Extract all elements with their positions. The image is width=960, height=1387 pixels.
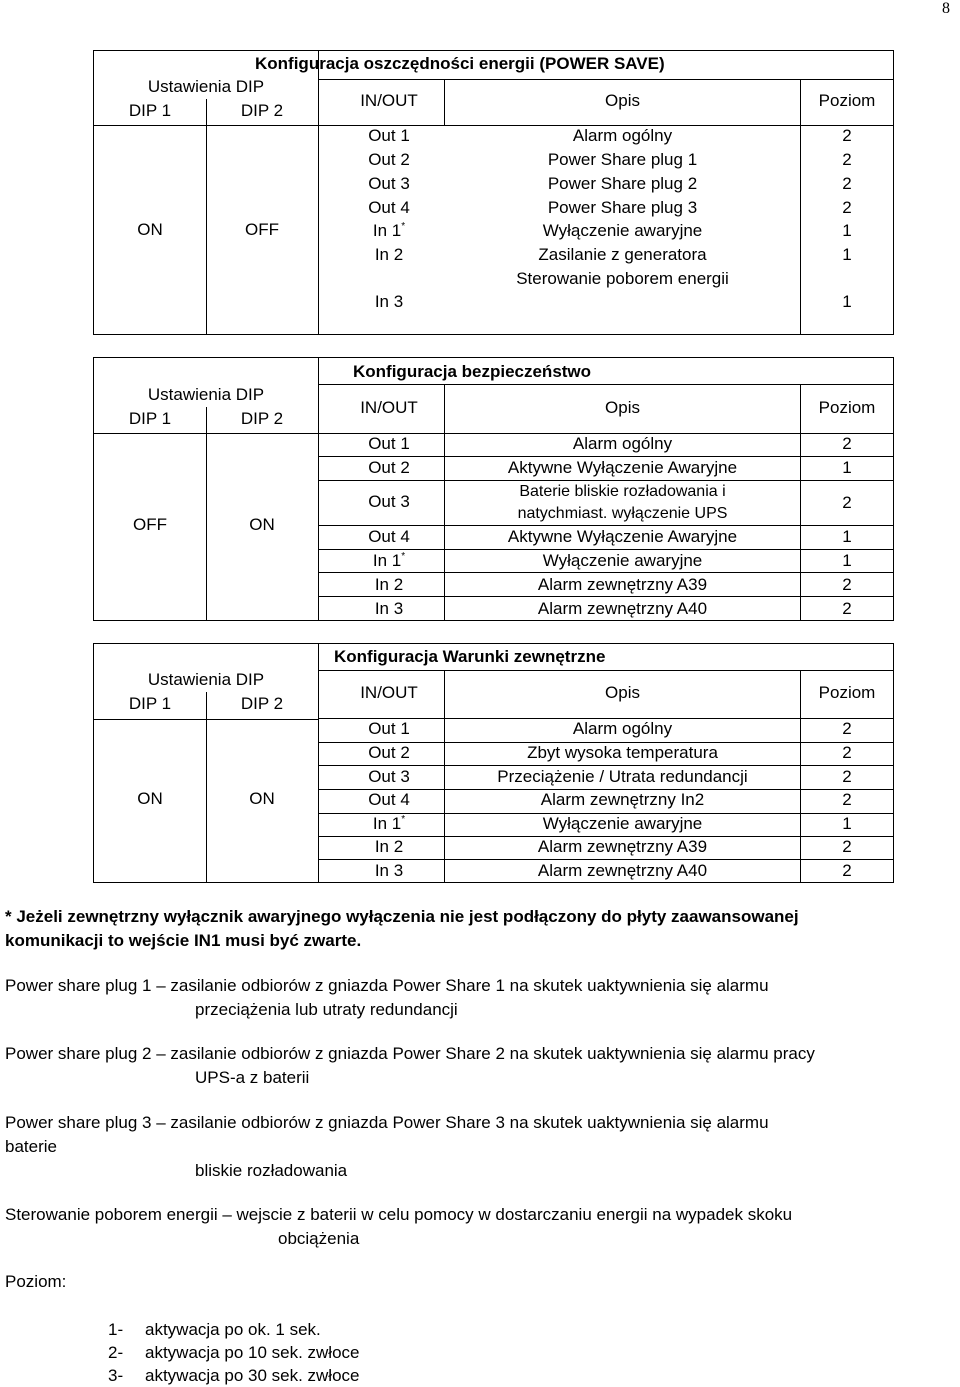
table-row-io: In 3 — [374, 599, 404, 618]
footnote-line: * Jeżeli zewnętrzny wyłącznik awaryjnego wyłączenia nie jest podłączony do płyty zaawansowanej — [5, 907, 799, 926]
definition-power-draw — [5, 1203, 945, 1251]
table-row-opis: Power Share plug 2 — [547, 174, 698, 193]
definition-line: Power share plug 1 – zasilanie odbiorów z gniazda Power Share 1 na skutek uaktywnienia się alarmu — [5, 976, 769, 995]
list-item — [108, 1364, 360, 1387]
table-row-opis: Zbyt wysoka temperatura — [527, 743, 718, 762]
table-row-poziom: 1 — [842, 458, 852, 477]
table-row-poziom: 2 — [842, 174, 852, 193]
table-row-io: Out 2 — [368, 150, 410, 169]
table-row-opis: Wyłączenie awaryjne — [542, 551, 703, 570]
footnote-marker: * — [401, 221, 406, 232]
table-row-opis: Alarm zewnętrzny A40 — [537, 861, 708, 880]
list-item — [108, 1341, 360, 1364]
dip2-value: OFF — [245, 220, 279, 239]
table-title: Konfiguracja bezpieczeństwo — [353, 362, 592, 381]
table-row-io: Out 4 — [368, 790, 410, 809]
definition-line: UPS-a z baterii — [195, 1068, 310, 1087]
dip2-label: DIP 2 — [240, 101, 284, 120]
table-row-opis: Alarm ogólny — [572, 434, 673, 453]
table-row-poziom: 2 — [842, 198, 852, 217]
table-row-poziom: 2 — [842, 837, 852, 856]
table-row-io: Out 4 — [368, 198, 410, 217]
page-number: 8 — [942, 0, 950, 17]
table-row-poziom: 2 — [842, 575, 852, 594]
table-row-opis: Alarm zewnętrzny A39 — [537, 575, 708, 594]
column-header-opis: Opis — [605, 91, 640, 110]
definition-plug-2 — [5, 1042, 945, 1090]
table-row-poziom: 2 — [842, 150, 852, 169]
table-row-opis: Wyłączenie awaryjne — [542, 221, 703, 240]
table-row-io: In 2 — [374, 245, 404, 264]
table-row-io: In 3 — [374, 292, 404, 311]
definition-plug-1 — [5, 974, 945, 1022]
table-row-opis: Alarm zewnętrzny A39 — [537, 837, 708, 856]
table-power-save — [93, 50, 894, 335]
table-row-io: In 3 — [374, 861, 404, 880]
list-item-text: aktywacja po 10 sek. zwłoce — [145, 1343, 360, 1362]
table-external-conditions — [93, 643, 894, 883]
definition-line: Sterowanie poborem energii – wejscie z baterii w celu pomocy w dostarczaniu energii na wypadek skoku — [5, 1205, 793, 1224]
table-row-poziom: 2 — [842, 599, 852, 618]
column-header-opis: Opis — [605, 683, 640, 702]
definition-line: Power share plug 2 – zasilanie odbiorów z gniazda Power Share 2 na skutek uaktywnienia się alarmu pracy — [5, 1044, 815, 1063]
table-row-opis: Alarm zewnętrzny A40 — [537, 599, 708, 618]
definition-line: przeciążenia lub utraty redundancji — [195, 1000, 458, 1019]
dip1-label: DIP 1 — [128, 694, 172, 713]
dip1-value: ON — [137, 220, 163, 239]
table-row-poziom: 1 — [842, 292, 852, 311]
dip-settings-label: Ustawienia DIP — [147, 385, 265, 404]
table-row-io: Out 1 — [368, 719, 410, 738]
list-item-number: 3- — [108, 1366, 124, 1385]
table-row-io: Out 3 — [368, 767, 410, 786]
table-row-io — [334, 221, 444, 241]
table-row-io: Out 1 — [368, 434, 410, 453]
io-label: In 1 — [372, 551, 402, 570]
table-row-opis: Aktywne Wyłączenie Awaryjne — [507, 527, 738, 546]
list-item-text: aktywacja po 30 sek. zwłoce — [145, 1366, 360, 1385]
table-row-io: Out 2 — [368, 743, 410, 762]
dip-settings-column — [94, 644, 319, 882]
definition-line: obciążenia — [278, 1229, 360, 1248]
io-label: In 1 — [372, 221, 402, 240]
table-row-opis: Wyłączenie awaryjne — [542, 814, 703, 833]
table-row-poziom: 1 — [842, 527, 852, 546]
footnote-line: komunikacji to wejście IN1 musi być zwarte. — [5, 931, 362, 950]
table-row-opis: Alarm zewnętrzny In2 — [540, 790, 705, 809]
table-row-opis-cont: natychmiast. wyłączenie UPS — [517, 505, 728, 522]
table-row-poziom: 2 — [842, 493, 852, 512]
footnote-marker: * — [401, 814, 406, 825]
table-row-poziom: 1 — [842, 551, 852, 570]
definition-line: Power share plug 3 – zasilanie odbiorów z gniazda Power Share 3 na skutek uaktywnienia się alarmu — [5, 1113, 769, 1132]
table-row-io: Out 2 — [368, 458, 410, 477]
column-header-poziom: Poziom — [818, 91, 876, 110]
dip-settings-label: Ustawienia DIP — [147, 77, 265, 96]
table-row-poziom: 1 — [842, 245, 852, 264]
table-title: Konfiguracja oszczędności energii (POWER SAVE) — [255, 54, 665, 73]
table-row-io: Out 3 — [368, 174, 410, 193]
column-header-poziom: Poziom — [818, 683, 876, 702]
table-row-poziom: 2 — [842, 126, 852, 145]
column-header-poziom: Poziom — [818, 398, 876, 417]
column-header-io: IN/OUT — [360, 683, 418, 702]
dip2-label: DIP 2 — [240, 694, 284, 713]
table-row-opis: Aktywne Wyłączenie Awaryjne — [507, 458, 738, 477]
table-row-io — [334, 551, 444, 571]
dip2-value: ON — [249, 515, 275, 534]
column-header-io: IN/OUT — [360, 91, 418, 110]
list-item-number: 1- — [108, 1320, 124, 1339]
definition-line: bliskie rozładowania — [195, 1161, 348, 1180]
definition-plug-3 — [5, 1111, 945, 1183]
column-header-opis: Opis — [605, 398, 640, 417]
table-row-opis: Power Share plug 1 — [547, 150, 698, 169]
table-row-io: In 2 — [374, 837, 404, 856]
table-row-io: Out 3 — [368, 492, 410, 511]
dip2-value: ON — [249, 789, 275, 808]
table-row-io — [334, 814, 444, 834]
table-row-opis: Alarm ogólny — [572, 719, 673, 738]
table-row-poziom: 2 — [842, 719, 852, 738]
dip1-value: ON — [137, 789, 163, 808]
table-row-io: Out 4 — [368, 527, 410, 546]
table-row-opis: Alarm ogólny — [572, 126, 673, 145]
table-row-poziom: 2 — [842, 434, 852, 453]
dip-settings-column — [94, 51, 319, 334]
column-header-io: IN/OUT — [360, 398, 418, 417]
footnote — [5, 905, 935, 953]
table-row-poziom: 2 — [842, 790, 852, 809]
dip1-label: DIP 1 — [128, 409, 172, 428]
table-row-poziom: 1 — [842, 814, 852, 833]
dip-settings-label: Ustawienia DIP — [147, 670, 265, 689]
dip2-label: DIP 2 — [240, 409, 284, 428]
table-row-opis: Baterie bliskie rozładowania i — [519, 483, 726, 500]
table-row-opis: Zasilanie z generatora — [538, 245, 707, 264]
dip-settings-column — [94, 358, 319, 620]
table-row-opis: Power Share plug 3 — [547, 198, 698, 217]
table-row-poziom: 2 — [842, 861, 852, 880]
io-label: In 1 — [372, 814, 402, 833]
dip1-value: OFF — [133, 515, 167, 534]
definition-line: baterie — [5, 1137, 57, 1156]
list-item-text: aktywacja po ok. 1 sek. — [145, 1320, 321, 1339]
table-security — [93, 357, 894, 621]
table-row-poziom: 2 — [842, 767, 852, 786]
table-row-poziom: 2 — [842, 743, 852, 762]
footnote-marker: * — [401, 551, 406, 562]
list-item-number: 2- — [108, 1343, 124, 1362]
table-title: Konfiguracja Warunki zewnętrzne — [334, 647, 606, 666]
dip1-label: DIP 1 — [128, 101, 172, 120]
table-row-io: Out 1 — [368, 126, 410, 145]
table-row-opis: Przeciążenie / Utrata redundancji — [497, 767, 748, 786]
table-row-poziom: 1 — [842, 221, 852, 240]
table-row-io: In 2 — [374, 575, 404, 594]
list-item — [108, 1318, 360, 1341]
poziom-list — [108, 1318, 360, 1387]
table-row-opis: Sterowanie poborem energii — [516, 269, 729, 288]
poziom-label: Poziom: — [5, 1272, 67, 1291]
